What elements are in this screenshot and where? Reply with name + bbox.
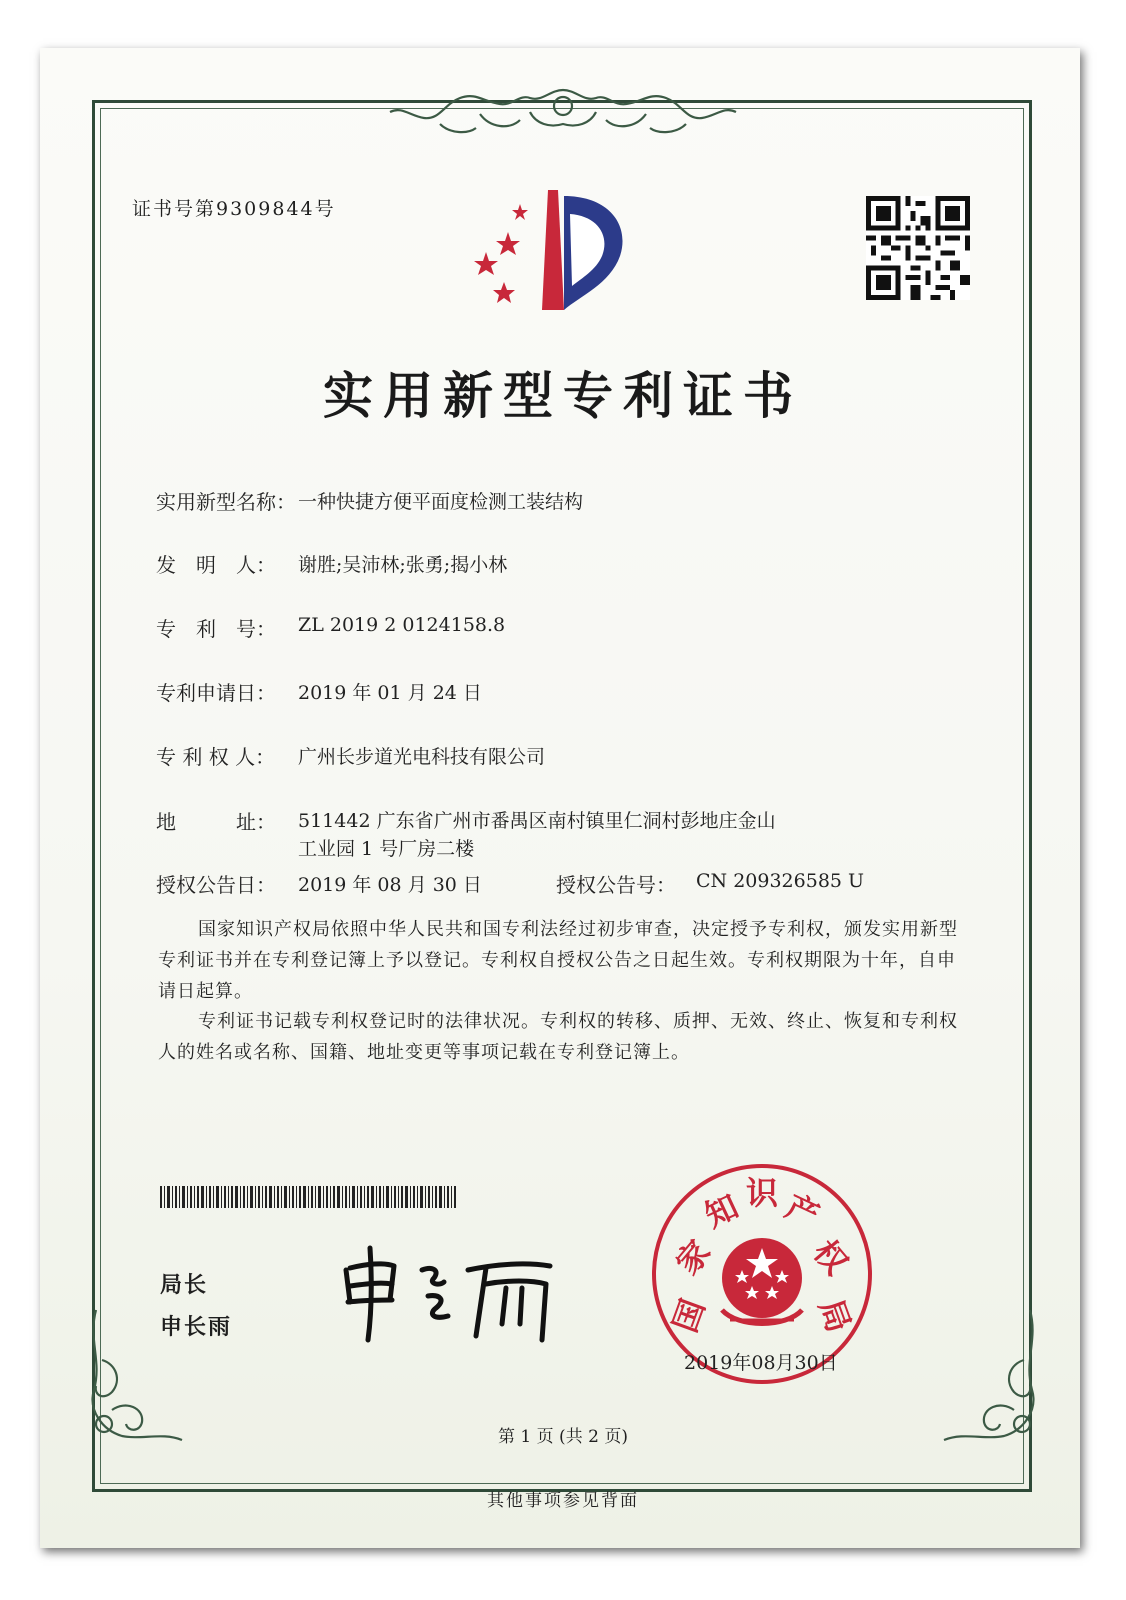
grant-no-value: CN 209326585 U (696, 870, 865, 892)
footer-note: 其他事项参见背面 (487, 1491, 639, 1511)
svg-text:知: 知 (699, 1187, 745, 1236)
body-paragraph-1: 国家知识产权局依照中华人民共和国专利法经过初步审查，决定授予专利权，颁发实用新型专利证书并在专利登记簿上予以登记。专利权自授权公告之日起生效。专利权期限为十年，自申请日起算。 (158, 919, 958, 1002)
grant-date-value: 2019 年 08 月 30 日 (298, 874, 482, 896)
field-value-inventor: 谢胜;吴沛林;张勇;揭小林 (298, 554, 508, 576)
svg-text:权: 权 (805, 1232, 856, 1282)
cnipa-logo-icon (470, 186, 640, 316)
field-label-inventor: 发 明 人： (156, 553, 276, 577)
field-label-name: 实用新型名称： (156, 490, 296, 514)
body-paragraph-2: 专利证书记载专利权登记时的法律状况。专利权的转移、质押、无效、终止、恢复和专利权人的姓名或名称、国籍、地址变更等事项记载在专利登记簿上。 (158, 1011, 958, 1063)
field-label-patentee: 专 利 权 人： (156, 745, 276, 769)
field-value-name: 一种快捷方便平面度检测工装结构 (298, 491, 584, 513)
grant-no-label: 授权公告号： (556, 873, 676, 897)
handwritten-signature (336, 1240, 566, 1344)
field-value-patent-no: ZL 2019 2 0124158.8 (298, 614, 506, 636)
certificate-title: 实用新型专利证书 (323, 366, 803, 425)
field-label-patent-no: 专 利 号： (156, 617, 276, 641)
certificate-number: 证书号第9309844号 (132, 198, 336, 220)
signer-title: 局长 (160, 1273, 209, 1298)
field-value-filing-date: 2019 年 01 月 24 日 (298, 682, 482, 704)
svg-text:识: 识 (745, 1174, 779, 1212)
field-label-filing-date: 专利申请日： (156, 681, 276, 705)
field-value-patentee: 广州长步道光电科技有限公司 (298, 746, 546, 768)
signer-name: 申长雨 (160, 1315, 233, 1340)
svg-text:国: 国 (665, 1294, 713, 1338)
barcode-icon (160, 1186, 456, 1208)
field-value-address-line2: 工业园 1 号厂房二楼 (298, 838, 475, 860)
seal-date: 2019年08月30日 (684, 1352, 838, 1374)
qr-code-icon (866, 196, 970, 300)
svg-text:产: 产 (779, 1187, 825, 1236)
top-ornament (380, 84, 746, 144)
field-label-address: 地 址： (156, 810, 276, 834)
field-value-address: 511442 广东省广州市番禺区南村镇里仁洞村彭地庄金山 (298, 810, 776, 832)
svg-text:局: 局 (811, 1294, 859, 1338)
page-number: 第 1 页 (共 2 页) (498, 1427, 628, 1447)
svg-text:家: 家 (668, 1232, 719, 1282)
grant-date-label: 授权公告日： (156, 873, 276, 897)
